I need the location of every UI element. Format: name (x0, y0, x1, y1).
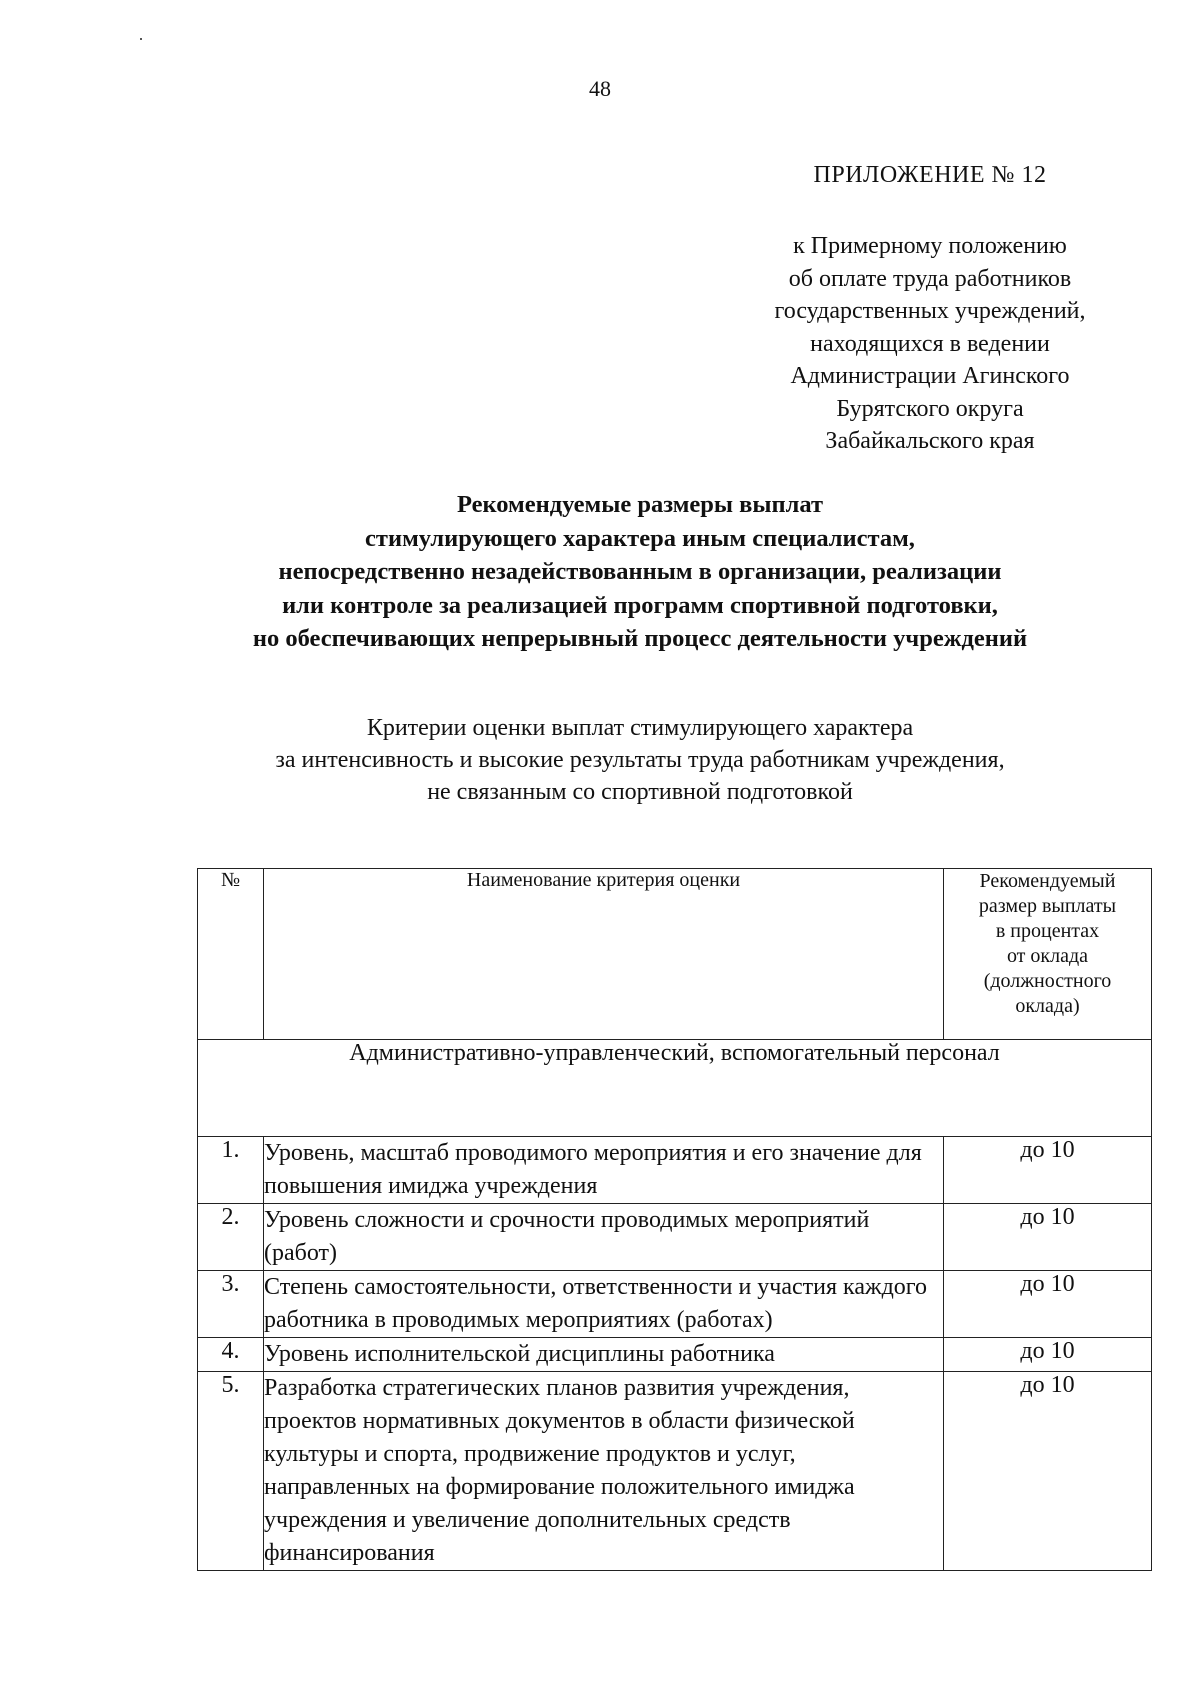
scan-speck (140, 38, 142, 40)
row-number: 5. (198, 1372, 264, 1571)
header-payment-line: размер выплаты (978, 895, 1117, 917)
header-payment-line: оклада) (1015, 995, 1080, 1017)
row-number: 3. (198, 1271, 264, 1338)
section-title: Административно-управленческий, вспомогательный персонал (198, 1040, 1152, 1137)
header-payment-line: в процентах (995, 920, 1100, 942)
appendix-ref-line: Администрации Агинского (790, 363, 1070, 389)
table-row (198, 1204, 1152, 1271)
subtitle-line: Критерии оценки выплат стимулирующего характера (366, 715, 914, 741)
header-payment-line: (должностного (983, 970, 1112, 992)
title-line: непосредственно незадействованным в организации, реализации (278, 558, 1002, 585)
header-criterion-name: Наименование критерия оценки (264, 869, 944, 1040)
appendix-ref-line: к Примерному положению (793, 233, 1067, 259)
header-payment-line: от оклада (1006, 945, 1089, 967)
row-payment: до 10 (944, 1204, 1152, 1271)
title-line: стимулирующего характера иным специалистам, (365, 524, 915, 552)
row-criterion: Уровень исполнительской дисциплины работника (264, 1338, 944, 1372)
appendix-title: ПРИЛОЖЕНИЕ № 12 (813, 162, 1047, 188)
appendix-ref-line: находящихся в ведении (810, 330, 1050, 357)
appendix-ref-line: государственных учреждений, (774, 298, 1086, 324)
row-criterion: Уровень, масштаб проводимого мероприятия и его значение для повышения имиджа учреждения (264, 1137, 944, 1204)
row-payment: до 10 (944, 1372, 1152, 1571)
row-payment: до 10 (944, 1338, 1152, 1372)
row-criterion: Разработка стратегических планов развития учреждения, проектов нормативных документов в области физической культуры и спорта, продвижение продуктов и услуг, направленных на формирование положительного имиджа учреждения и увеличение дополнительных средств финансирования (264, 1372, 944, 1571)
subtitle-line: за интенсивность и высокие результаты труда работникам учреждения, (275, 747, 1005, 773)
appendix-ref-line: Бурятского округа (836, 395, 1024, 422)
appendix-ref-line: Забайкальского края (825, 428, 1035, 454)
row-number: 2. (198, 1204, 264, 1271)
subtitle-line: не связанным со спортивной подготовкой (427, 779, 853, 805)
row-criterion: Степень самостоятельности, ответственности и участия каждого работника в проводимых мероприятиях (работах) (264, 1271, 944, 1338)
table-row (198, 1372, 1152, 1571)
document-title (100, 488, 1180, 656)
appendix-ref-line: об оплате труда работников (788, 265, 1072, 292)
appendix-reference (700, 230, 1160, 458)
criteria-table (197, 868, 1152, 1571)
header-payment-line: Рекомендуемый (979, 870, 1116, 892)
row-number: 1. (198, 1137, 264, 1204)
row-criterion: Уровень сложности и срочности проводимых мероприятий (работ) (264, 1204, 944, 1271)
row-number: 4. (198, 1338, 264, 1372)
header-number: № (198, 869, 264, 1040)
table-row (198, 1137, 1152, 1204)
page-number: 48 (589, 76, 611, 101)
title-line: или контроле за реализацией программ спортивной подготовки, (282, 591, 998, 619)
row-payment: до 10 (944, 1271, 1152, 1338)
table-header-row (198, 869, 1152, 1040)
title-line: Рекомендуемые размеры выплат (456, 491, 824, 518)
title-line: но обеспечивающих непрерывный процесс деятельности учреждений (252, 625, 1028, 652)
table-row (198, 1338, 1152, 1372)
criteria-subtitle (100, 712, 1180, 808)
section-row (198, 1040, 1152, 1137)
row-payment: до 10 (944, 1137, 1152, 1204)
header-payment-size (944, 869, 1152, 1040)
table-row (198, 1271, 1152, 1338)
